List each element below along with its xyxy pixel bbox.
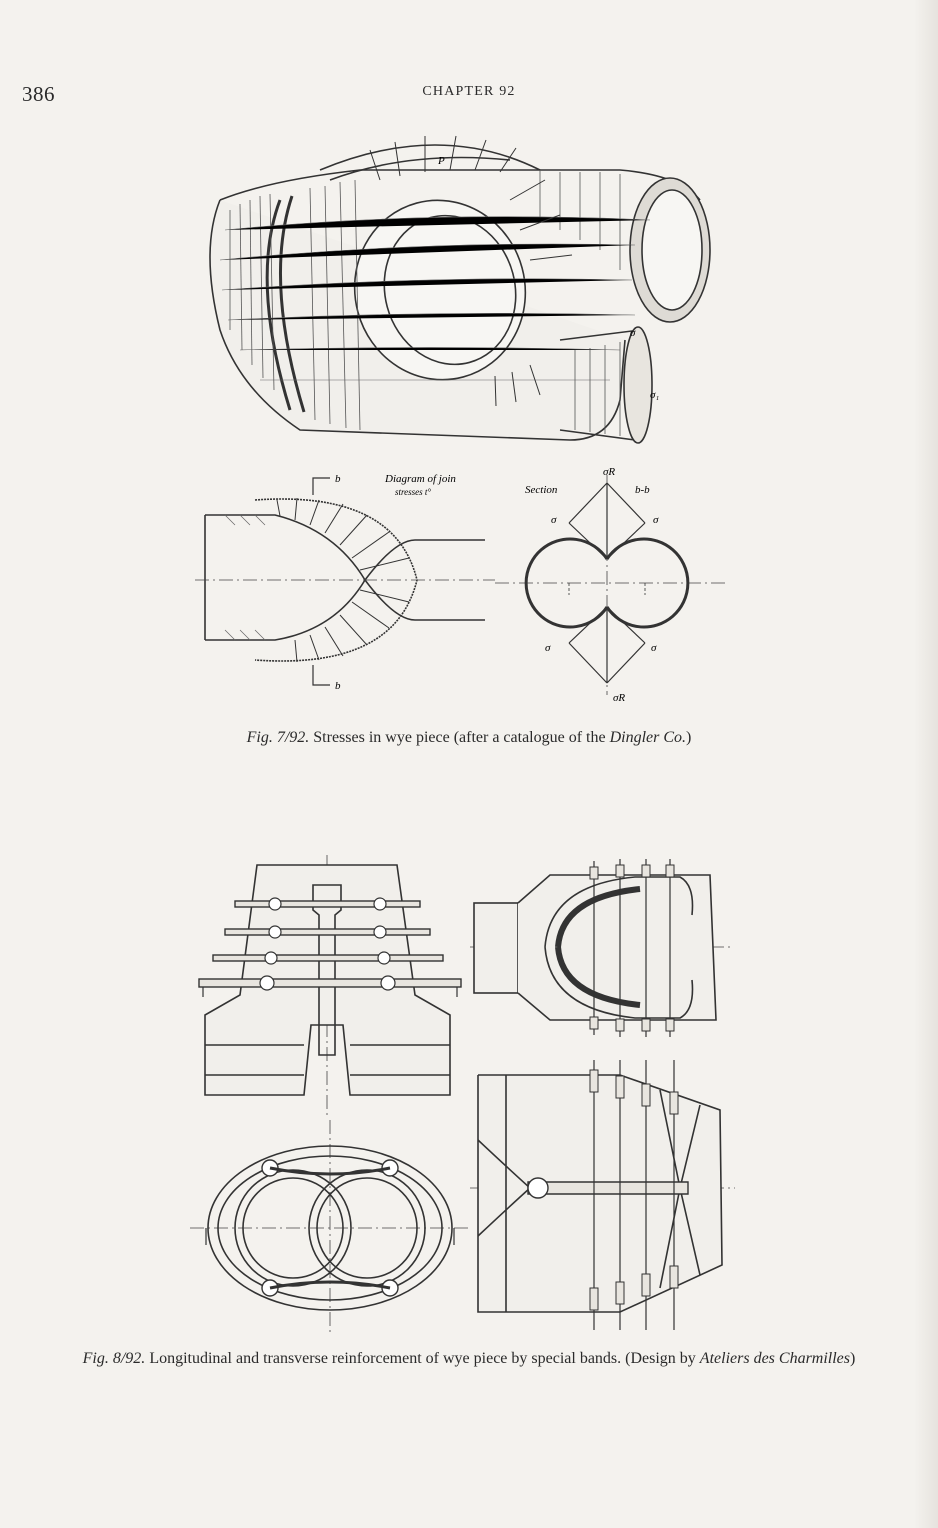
label-sigma-right-top: σ [653,514,659,526]
figure-8-longitudinal-view [470,1060,735,1330]
label-b-bottom: b [335,680,341,692]
figure-7-caption [0,727,938,749]
label-sigma-left-bottom: σ [545,642,551,654]
figure-8-caption [0,1348,938,1370]
figure-7-caption-source: Dingler Co. [609,729,687,746]
figure-8-caption-suffix: ) [850,1350,856,1367]
page-edge-shadow [914,0,938,1528]
figure-7-caption-suffix: ) [686,729,692,746]
label-sigma-left-top: σ [551,514,557,526]
label-section: Section [525,484,558,496]
figure-8-caption-prefix: Fig. 8/92. [82,1350,146,1367]
figure-7-caption-prefix: Fig. 7/92. [246,729,310,746]
figure-7-caption-text: Stresses in wye piece (after a catalogue of the [309,729,610,746]
figure-8-transverse-section [190,1120,470,1335]
label-diagram-line1: Diagram of join [385,473,456,485]
label-sigma-right-bottom: σ [651,642,657,654]
figure-7-join-stress-diagram [195,470,495,700]
label-sigma: σ [630,327,636,339]
running-head: CHAPTER 92 [422,84,516,99]
figure-7-section-bb [495,455,725,705]
label-sigma-1: σ₁ [650,389,660,401]
label-b-top: b [335,473,341,485]
figure-8-elevation-view [185,855,470,1115]
label-section-bb: b-b [635,484,650,496]
page-number: 386 [22,82,55,106]
label-p: P [438,155,445,167]
label-sigma-r-bottom: σR [613,692,626,704]
figure-8-caption-text: Longitudinal and transverse reinforcement of wye piece by special bands. (Design by [145,1350,700,1367]
label-sigma-r-top: σR [603,466,616,478]
figure-8-plan-view [470,855,730,1045]
label-diagram-line2: stresses t° [395,487,432,497]
figure-8-caption-source: Ateliers des Charmilles [699,1350,851,1367]
figure-7-wye-piece-illustration [180,140,740,460]
